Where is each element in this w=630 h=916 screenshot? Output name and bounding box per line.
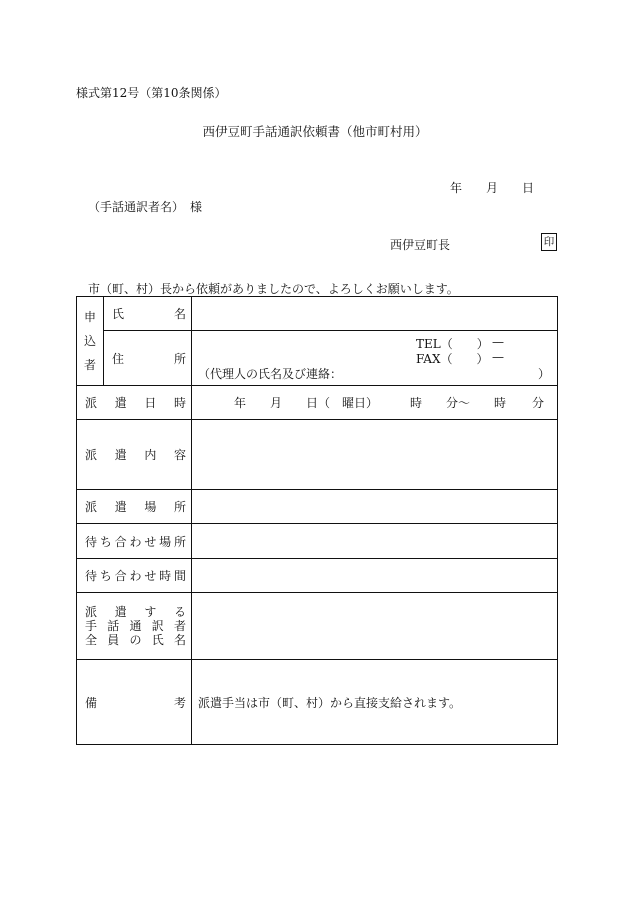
row-meeting-time: [77, 559, 558, 593]
date-year: 年: [450, 181, 463, 195]
dispatch-content-label: 派遣内容: [77, 420, 192, 490]
meeting-place-field[interactable]: [192, 524, 558, 559]
dt-day: 日（ 曜日）: [306, 396, 379, 410]
dt-min1: 分〜: [446, 396, 471, 410]
date-month: 月: [486, 181, 499, 195]
dt-hour1: 時: [410, 396, 423, 410]
row-remarks: [77, 660, 558, 745]
tel-dash: —: [492, 335, 504, 349]
applicant-label: 申 込 者: [77, 297, 104, 386]
dt-year: 年: [234, 396, 247, 410]
address-field[interactable]: [192, 331, 558, 386]
agent-contact-label: （代理人の氏名及び連絡：: [198, 367, 343, 381]
remarks-label: 備考: [77, 660, 192, 745]
meeting-time-field[interactable]: [192, 559, 558, 593]
fax-dash: —: [492, 350, 504, 364]
meeting-time-label: 待ち合わせ時間: [77, 559, 192, 593]
dt-min2: 分: [532, 396, 545, 410]
dispatch-place-field[interactable]: [192, 490, 558, 524]
row-dispatch-datetime: [77, 386, 558, 420]
row-name: [77, 297, 558, 331]
dt-hour2: 時: [494, 396, 507, 410]
name-field[interactable]: [192, 297, 558, 331]
interpreters-field[interactable]: [192, 593, 558, 660]
fax-field: FAX（ ）: [416, 352, 489, 366]
document-title: 西伊豆町手話通訳依頼書（他市町村用）: [202, 124, 428, 139]
seal-stamp: 印: [541, 233, 557, 251]
dispatch-datetime-field[interactable]: [192, 386, 558, 420]
row-address: [77, 331, 558, 386]
issuer: 西伊豆町長: [390, 238, 451, 252]
addressee: （手話通訳者名） 様: [88, 200, 203, 214]
meeting-place-label: 待ち合わせ場所: [77, 524, 192, 559]
tel-field: TEL（ ）: [416, 337, 489, 351]
interpreters-label: 派遣する 手話通訳者 全員の氏名: [77, 593, 192, 660]
remarks-field: 派遣手当は市（町、村）から直接支給されます。: [192, 660, 558, 745]
dt-month: 月: [270, 396, 283, 410]
row-dispatch-content: [77, 420, 558, 490]
name-label: 氏名: [104, 297, 192, 331]
dispatch-place-label: 派遣場所: [77, 490, 192, 524]
date-line: [450, 179, 534, 196]
date-day: 日: [522, 181, 535, 195]
dispatch-datetime-label: 派遣日時: [77, 386, 192, 420]
dispatch-content-field[interactable]: [192, 420, 558, 490]
agent-close-paren: ）: [537, 367, 550, 381]
intro-text: 市（町、村）長から依頼がありましたので、よろしくお願いします。: [88, 282, 459, 296]
row-meeting-place: [77, 524, 558, 559]
request-form-table: [76, 296, 558, 745]
form-number: 様式第12号（第10条関係）: [76, 86, 227, 100]
address-label: 住所: [104, 331, 192, 386]
row-interpreters: [77, 593, 558, 660]
row-dispatch-place: [77, 490, 558, 524]
